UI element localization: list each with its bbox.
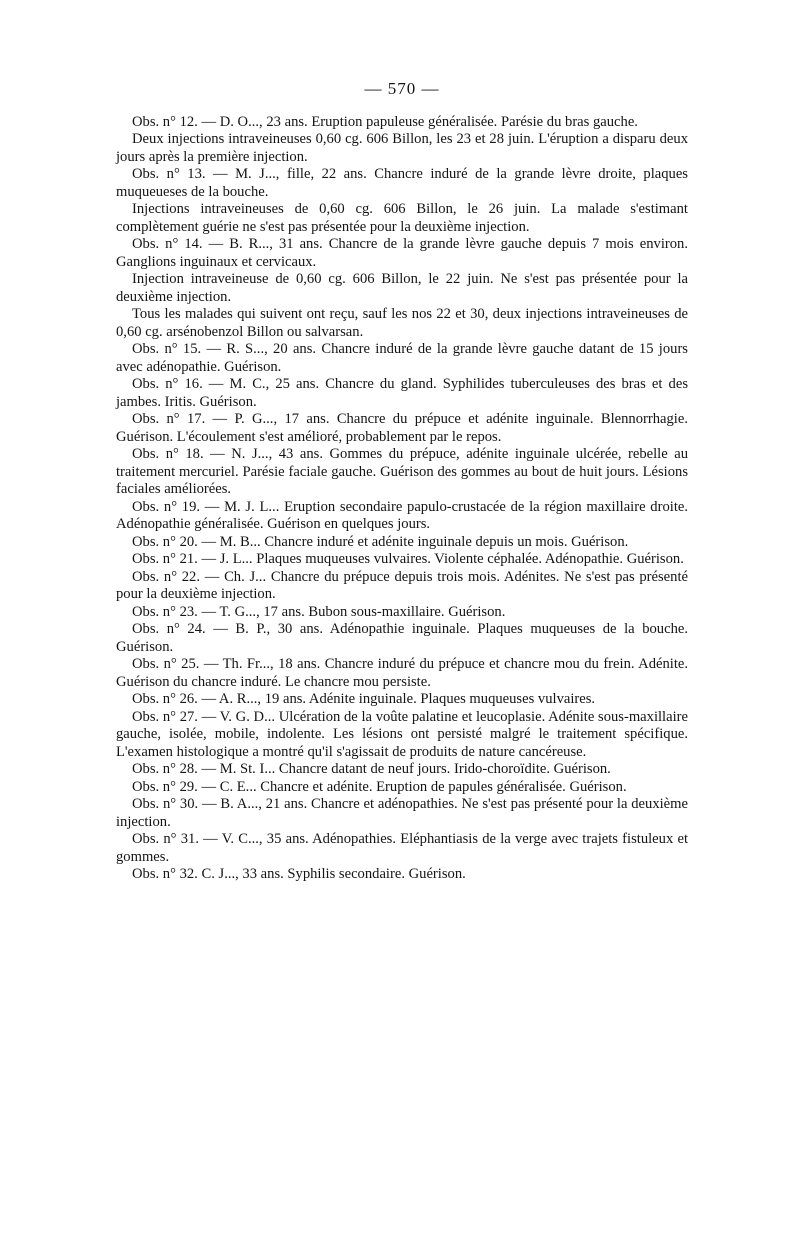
paragraph-obs-14-treatment: Injection intraveineuse de 0,60 cg. 606 Billon, le 22 juin. Ne s'est pas présentée pour la deuxième injection. <box>116 271 688 305</box>
paragraph-obs-20: Obs. n° 20. — M. B... Chancre induré et adénite inguinale depuis un mois. Guérison. <box>132 533 629 550</box>
page-number: — 570 — <box>364 79 440 98</box>
paragraph-obs-26: Obs. n° 26. — A. R..., 19 ans. Adénite inguinale. Plaques muqueuses vulvaires. <box>132 691 596 707</box>
paragraph-obs-30: Obs. n° 30. — B. A..., 21 ans. Chancre et adénopathies. Ne s'est pas présenté pour la deuxième injection. <box>116 796 688 830</box>
paragraph-obs-29: Obs. n° 29. — C. E... Chancre et adénite. Eruption de papules généralisée. Guérison. <box>132 778 627 795</box>
paragraph-obs-12-treatment: Deux injections intraveineuses 0,60 cg. 606 Billon, les 23 et 28 juin. L'éruption a disparu deux jours après la première injection. <box>116 131 688 165</box>
paragraph-obs-24: Obs. n° 24. — B. P., 30 ans. Adénopathie inguinale. Plaques muqueuses de la bouche. Guérison. <box>116 621 688 655</box>
paragraph-obs-21: Obs. n° 21. — J. L... Plaques muqueuses vulvaires. Violente céphalée. Adénopathie. Guérison. <box>132 551 684 567</box>
paragraph-obs-16: Obs. n° 16. — M. C., 25 ans. Chancre du gland. Syphilides tuberculeuses des bras et des jambes. Iritis. Guérison. <box>116 376 688 410</box>
paragraph-obs-31: Obs. n° 31. — V. C..., 35 ans. Adénopathies. Eléphantiasis de la verge avec trajets fistuleux et gommes. <box>116 831 688 865</box>
paragraph-obs-15: Obs. n° 15. — R. S..., 20 ans. Chancre induré de la grande lèvre gauche datant de 15 jours avec adénopathie. Guérison. <box>116 341 688 375</box>
paragraph-obs-18: Obs. n° 18. — N. J..., 43 ans. Gommes du prépuce, adénite inguinale ulcérée, rebelle au traitement mercuriel. Parésie faciale gauche. Guérison des gommes au bout de huit jours. Lésions faciales améliorées. <box>116 446 688 497</box>
paragraph-obs-22: Obs. n° 22. — Ch. J... Chancre du prépuce depuis trois mois. Adénites. Ne s'est pas présenté pour la deuxième injection. <box>116 568 688 602</box>
paragraph-obs-13: Obs. n° 13. — M. J..., fille, 22 ans. Chancre induré de la grande lèvre droite, plaques muqueueses de la bouche. <box>116 166 688 200</box>
paragraph-obs-14: Obs. n° 14. — B. R..., 31 ans. Chancre de la grande lèvre gauche depuis 7 mois environ. Ganglions inguinaux et cervicaux. <box>116 236 688 270</box>
paragraph-obs-25: Obs. n° 25. — Th. Fr..., 18 ans. Chancre induré du prépuce et chancre mou du frein. Adénite. Guérison du chancre induré. Le chancre mou persiste. <box>116 656 688 690</box>
paragraph-obs-13-treatment: Injections intraveineuses de 0,60 cg. 606 Billon, le 26 juin. La malade s'estimant complètement guérie ne s'est pas présentée pour la deuxième injection. <box>116 201 688 235</box>
paragraph-general-treatment: Tous les malades qui suivent ont reçu, sauf les nos 22 et 30, deux injections intraveineuses de 0,60 cg. arsénobenzol Billon ou salvarsan. <box>116 306 688 340</box>
paragraph-obs-23: Obs. n° 23. — T. G..., 17 ans. Bubon sous-maxillaire. Guérison. <box>132 603 506 620</box>
page-body <box>116 80 688 884</box>
paragraph-obs-19: Obs. n° 19. — M. J. L... Eruption secondaire papulo-crustacée de la région maxillaire droite. Adénopathie généralisée. Guérison en quelques jours. <box>116 498 688 532</box>
paragraph-obs-32: Obs. n° 32. C. J..., 33 ans. Syphilis secondaire. Guérison. <box>132 866 466 882</box>
paragraph-obs-12: Obs. n° 12. — D. O..., 23 ans. Eruption papuleuse généralisée. Parésie du bras gauche. <box>132 113 638 130</box>
paragraph-obs-27: Obs. n° 27. — V. G. D... Ulcération de la voûte palatine et leucoplasie. Adénite sous-maxillaire gauche, isolée, mobile, indolente. Les lésions ont persisté malgré le traitement spécifique. L'examen histologique a montré qu'il s'agissait de produits de nature cancéreuse. <box>116 708 688 760</box>
paragraph-obs-17: Obs. n° 17. — P. G..., 17 ans. Chancre du prépuce et adénite inguinale. Blennorrhagie. Guérison. L'écoulement s'est amélioré, probablement par le repos. <box>116 411 688 445</box>
paragraph-obs-28: Obs. n° 28. — M. St. I... Chancre datant de neuf jours. Irido-choroïdite. Guérison. <box>132 761 611 777</box>
